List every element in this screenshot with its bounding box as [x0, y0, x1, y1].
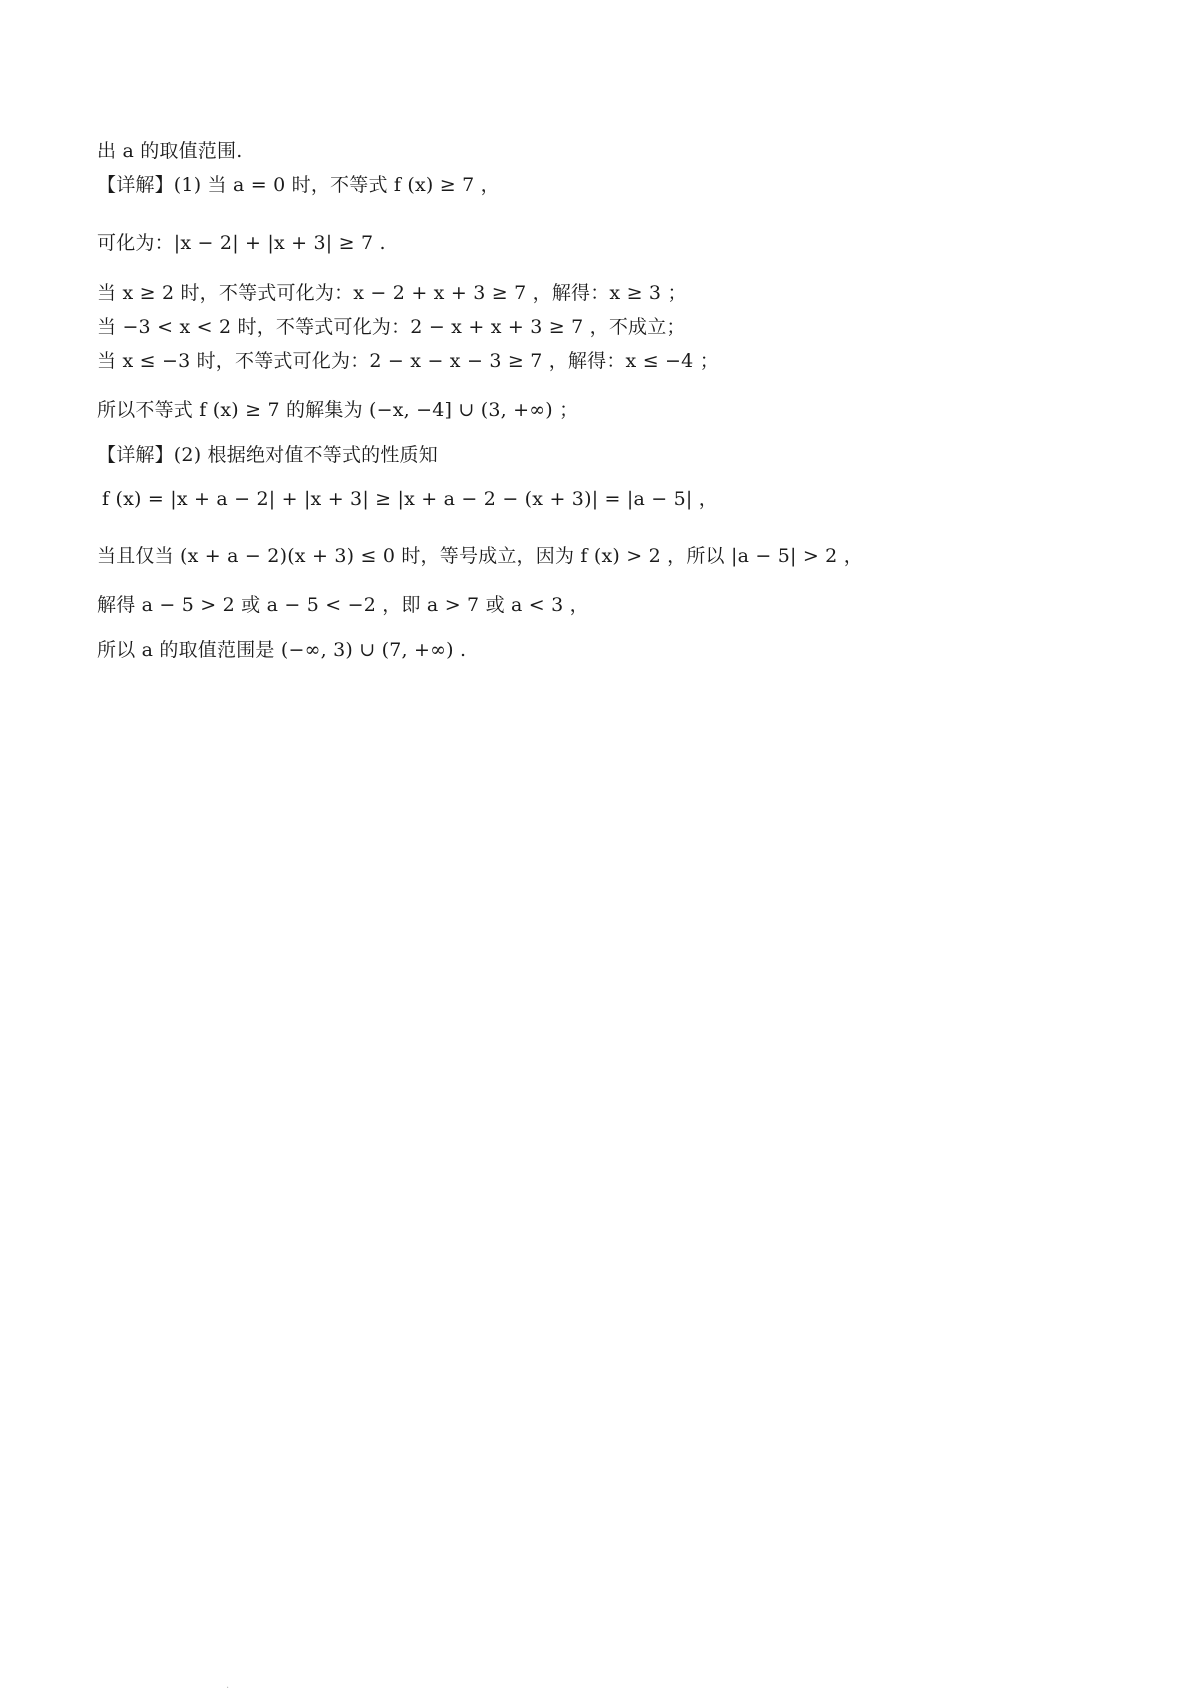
- solution-line-case-2: 当 −3 < x < 2 时，不等式可化为：2 − x + x + 3 ≥ 7 ，不成立；: [97, 316, 686, 338]
- solution-line-part2-heading: 【详解】(2) 根据绝对值不等式的性质知: [97, 444, 438, 466]
- solution-line-case-3: 当 x ≤ −3 时，不等式可化为：2 − x − x − 3 ≥ 7 ，解得：x ≤ −4 ；: [97, 350, 719, 372]
- solution-line-case-1: 当 x ≥ 2 时，不等式可化为：x − 2 + x + 3 ≥ 7 ，解得：x ≥ 3 ；: [97, 282, 687, 304]
- solution-line-intro: 出 a 的取值范围.: [97, 140, 243, 162]
- footer-mark: .: [226, 1680, 230, 1691]
- solution-line-part2-result: 所以 a 的取值范围是 (−∞, 3) ∪ (7, +∞) .: [97, 639, 467, 661]
- solution-line-part2-solve: 解得 a − 5 > 2 或 a − 5 < −2 ，即 a > 7 或 a < 3 ，: [97, 594, 589, 616]
- solution-line-part1-heading: 【详解】(1) 当 a = 0 时，不等式 f (x) ≥ 7 ，: [97, 174, 500, 196]
- solution-line-part1-rewrite: 可化为：|x − 2| + |x + 3| ≥ 7 .: [97, 232, 386, 254]
- solution-line-part2-inequality: f (x) = |x + a − 2| + |x + 3| ≥ |x + a − 2 − (x + 3)| = |a − 5| ，: [102, 488, 718, 510]
- solution-line-part2-equality-condition: 当且仅当 (x + a − 2)(x + 3) ≤ 0 时，等号成立，因为 f (x) > 2 ，所以 |a − 5| > 2 ，: [97, 545, 863, 567]
- solution-line-part1-result: 所以不等式 f (x) ≥ 7 的解集为 (−x, −4] ∪ (3, +∞) ；: [97, 399, 579, 421]
